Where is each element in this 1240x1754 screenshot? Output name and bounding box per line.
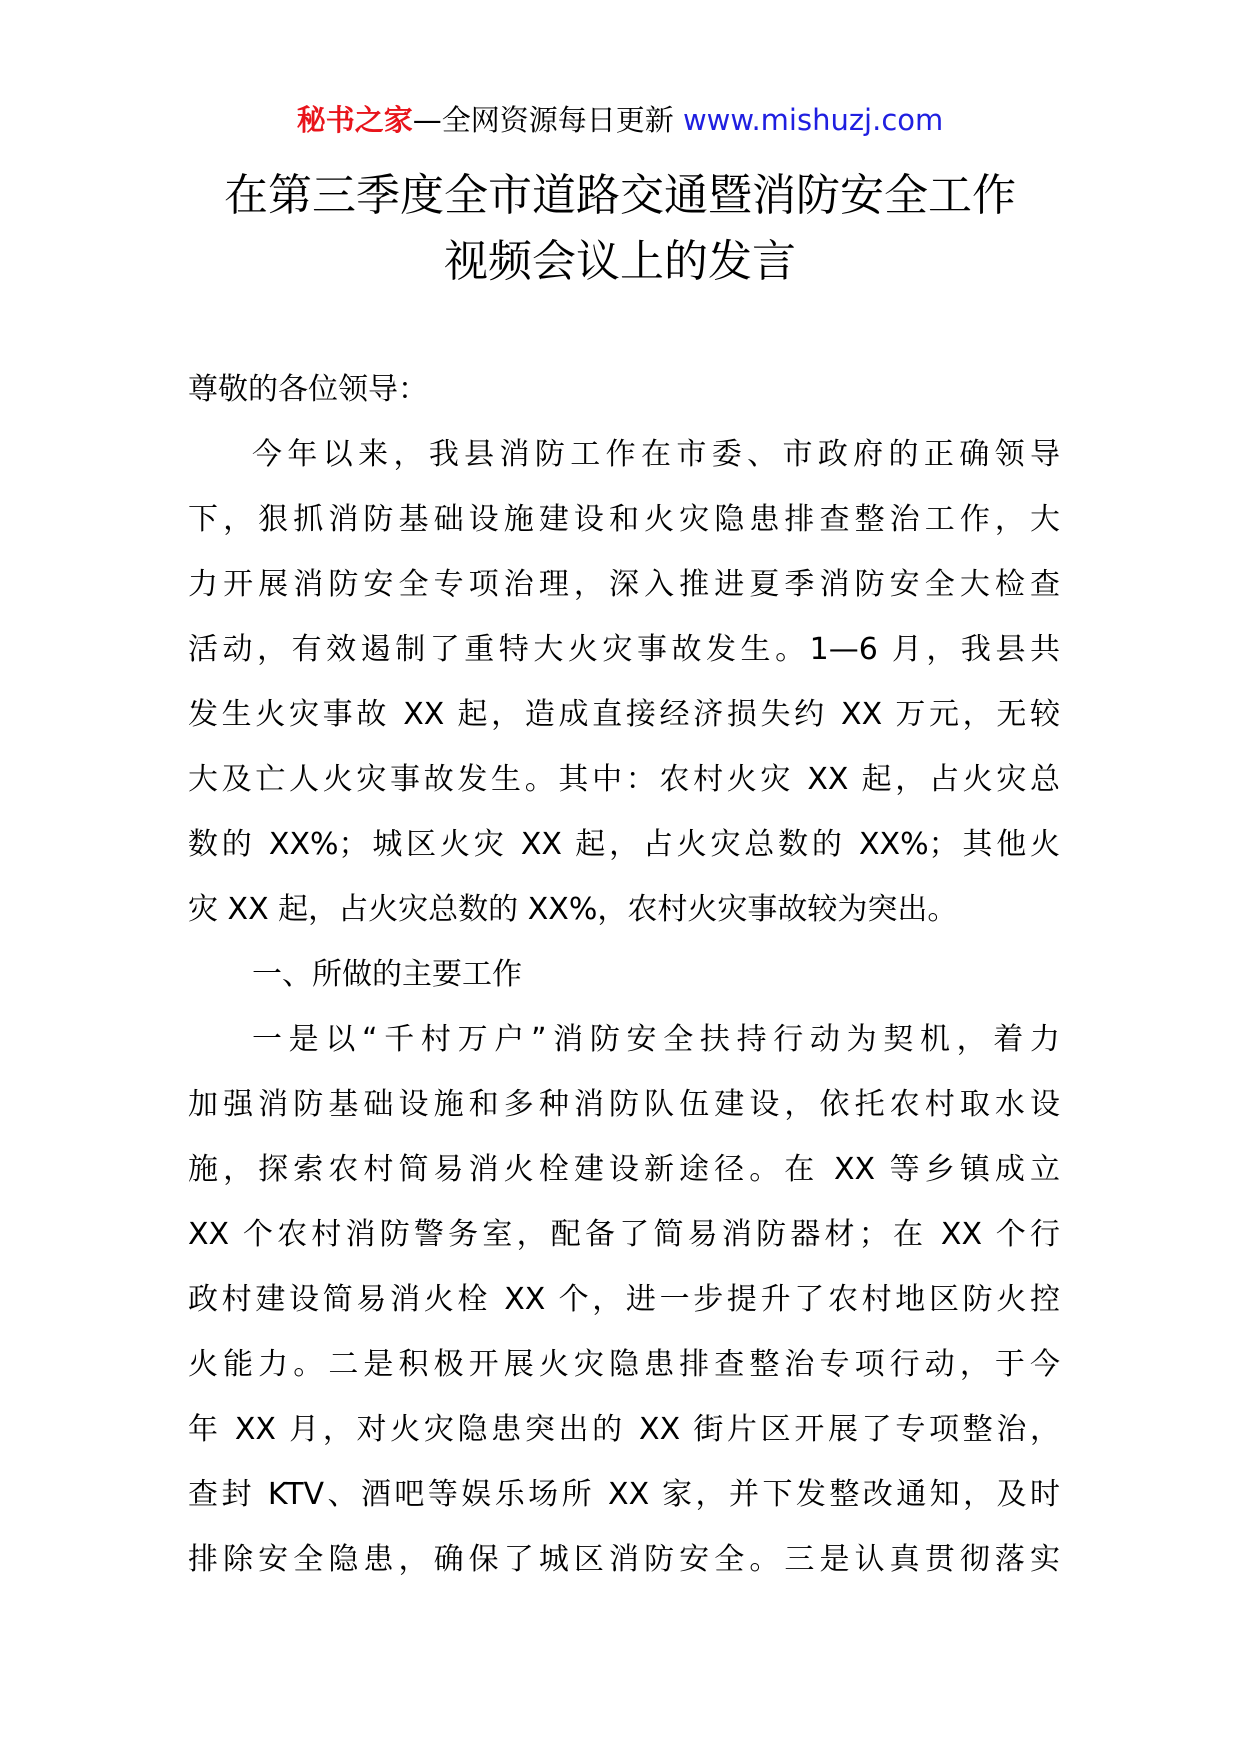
paragraph-line: 数的 XX%；城区火灾 XX 起，占火灾总数的 XX%；其他火 <box>188 827 1060 862</box>
header-tagline: —全网资源每日更新 <box>412 103 674 137</box>
paragraph-line: 加强消防基础设施和多种消防队伍建设，依托农村取水设 <box>188 1087 1060 1122</box>
paragraph-line: 排除安全隐患，确保了城区消防安全。三是认真贯彻落实 <box>188 1542 1060 1577</box>
section-heading: 一、所做的主要工作 <box>252 957 522 992</box>
paragraph-line: XX 个农村消防警务室，配备了简易消防器材；在 XX 个行 <box>188 1217 1060 1252</box>
paragraph-line: 年 XX 月，对火灾隐患突出的 XX 街片区开展了专项整治， <box>188 1412 1060 1447</box>
paragraph-line: 施，探索农村简易消火栓建设新途径。在 XX 等乡镇成立 <box>188 1152 1060 1187</box>
brand-name: 秘书之家 <box>296 103 413 137</box>
paragraph-line: 政村建设简易消火栓 XX 个，进一步提升了农村地区防火控 <box>188 1282 1060 1317</box>
paragraph-line: 力开展消防安全专项治理，深入推进夏季消防安全大检查 <box>188 567 1060 602</box>
title-line-1: 在第三季度全市道路交通暨消防安全工作 <box>224 170 1016 221</box>
paragraph-line: 发生火灾事故 XX 起，造成直接经济损失约 XX 万元，无较 <box>188 697 1060 732</box>
paragraph-line: 今年以来，我县消防工作在市委、市政府的正确领导 <box>252 437 1060 472</box>
paragraph-main-work <box>188 1007 1060 1592</box>
salutation: 尊敬的各位领导： <box>188 372 428 407</box>
paragraph-line: 火能力。二是积极开展火灾隐患排查整治专项行动，于今 <box>188 1347 1060 1382</box>
paragraph-line: 查封 KTV、酒吧等娱乐场所 XX 家，并下发整改通知，及时 <box>188 1477 1060 1512</box>
document-title <box>0 163 1240 295</box>
paragraph-line: 下，狠抓消防基础设施建设和火灾隐患排查整治工作，大 <box>188 502 1060 537</box>
paragraph-line: 活动，有效遏制了重特大火灾事故发生。1—6 月，我县共 <box>188 632 1060 667</box>
site-header <box>0 100 1240 140</box>
paragraph-line: 一是以“千村万户”消防安全扶持行动为契机，着力 <box>252 1022 1060 1057</box>
site-url-link[interactable]: www.mishuzj.com <box>682 103 944 137</box>
paragraph-intro <box>188 422 1060 942</box>
title-line-2: 视频会议上的发言 <box>444 236 796 287</box>
document-body <box>188 357 1060 1592</box>
paragraph-line: 大及亡人火灾事故发生。其中：农村火灾 XX 起，占火灾总 <box>188 762 1060 797</box>
paragraph-line: 灾 XX 起，占火灾总数的 XX%，农村火灾事故较为突出。 <box>188 892 958 927</box>
